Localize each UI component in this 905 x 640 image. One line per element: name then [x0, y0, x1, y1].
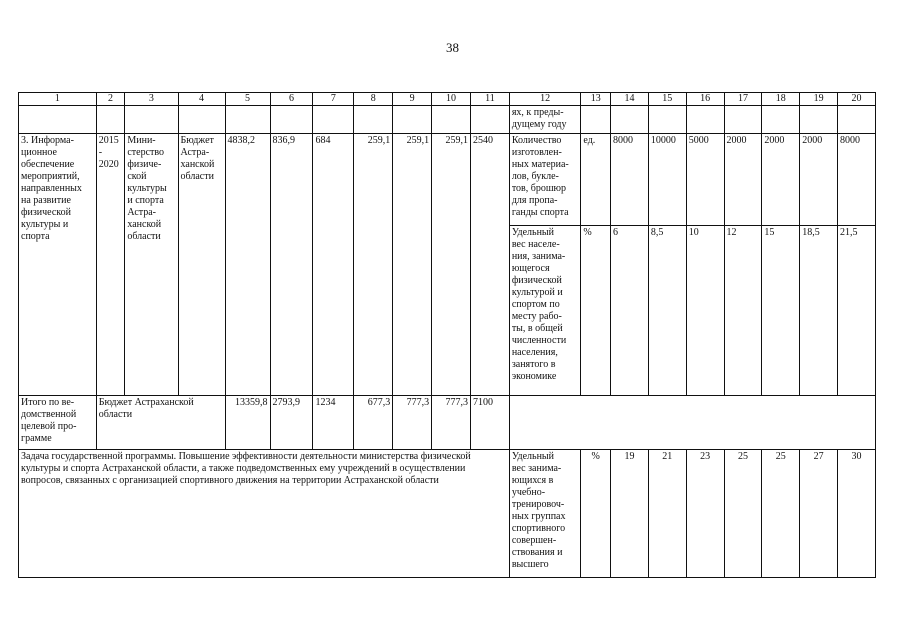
- amount-2020: 2540: [470, 134, 509, 396]
- col-header-8: 8: [354, 93, 393, 106]
- indicator-value: 2000: [724, 134, 762, 226]
- indicator-value: 12: [724, 226, 762, 396]
- indicator-value: 8,5: [648, 226, 686, 396]
- amount-2015: 836,9: [270, 134, 313, 396]
- task-indicator-value: 23: [686, 450, 724, 578]
- col-header-18: 18: [762, 93, 800, 106]
- indicator-value: 2000: [762, 134, 800, 226]
- indicator-value: 10: [686, 226, 724, 396]
- indicator-unit: ед.: [581, 134, 611, 226]
- indicator-value: 15: [762, 226, 800, 396]
- indicator-name: Количество изготовлен- ных материа- лов, букле- тов, брошюр для пропа- ганды спорта: [509, 134, 581, 226]
- col-header-7: 7: [313, 93, 354, 106]
- indicator-value: 10000: [648, 134, 686, 226]
- indicator-value: 5000: [686, 134, 724, 226]
- task-indicator-value: 27: [800, 450, 838, 578]
- col-header-1: 1: [19, 93, 97, 106]
- col-header-17: 17: [724, 93, 762, 106]
- total-amount: 7100: [470, 396, 509, 450]
- measure-executor: Мини- стерство физиче- ской культуры и спорта Астра- ханской области: [125, 134, 178, 396]
- indicator-value: 6: [611, 226, 649, 396]
- task-row: [19, 450, 876, 578]
- indicator-name: Удельный вес населе- ния, занима- ющегося физической культурой и спортом по месту рабо- ты, в общей численности населения, занятого в экономике: [509, 226, 581, 396]
- col-header-9: 9: [393, 93, 432, 106]
- total-amount: 777,3: [393, 396, 432, 450]
- col-header-11: 11: [470, 93, 509, 106]
- task-indicator-value: 30: [838, 450, 876, 578]
- page-number: 38: [446, 40, 459, 55]
- indicator-value: 2000: [800, 134, 838, 226]
- indicator-value: 8000: [611, 134, 649, 226]
- col-header-12: 12: [509, 93, 581, 106]
- task-indicator-value: 25: [762, 450, 800, 578]
- task-indicator-name: Удельный вес занима- ющихся в учебно- тренировоч- ных группах спортивного совершен- ствования и высшего: [509, 450, 581, 578]
- indicator-value: 18,5: [800, 226, 838, 396]
- col-header-15: 15: [648, 93, 686, 106]
- indicator-value: 21,5: [838, 226, 876, 396]
- total-amount: 1234: [313, 396, 354, 450]
- col-header-16: 16: [686, 93, 724, 106]
- task-indicator-unit: %: [581, 450, 611, 578]
- task-text: Задача государственной программы. Повышение эффективности деятельности министерства физической культуры и спорта Астраханской области, а также подведомственных ему учреждений в осуществлении вопросов, связанных с организацией спортивного движения на территории Астраханской области: [19, 450, 510, 578]
- col-header-14: 14: [611, 93, 649, 106]
- total-source: Бюджет Астраханской области: [96, 396, 225, 450]
- measure-3-row: [19, 134, 876, 226]
- amount-2016: 684: [313, 134, 354, 396]
- col-header-3: 3: [125, 93, 178, 106]
- indicator-unit: %: [581, 226, 611, 396]
- column-number-row: [19, 93, 876, 106]
- program-table: [18, 92, 876, 578]
- total-label: Итого по ве- домственной целевой про- грамме: [19, 396, 97, 450]
- amount-2019: 259,1: [432, 134, 471, 396]
- indicator-value: 8000: [838, 134, 876, 226]
- col-header-20: 20: [838, 93, 876, 106]
- measure-years: 2015 - 2020: [96, 134, 125, 396]
- col-header-4: 4: [178, 93, 225, 106]
- col-header-13: 13: [581, 93, 611, 106]
- col-header-10: 10: [432, 93, 471, 106]
- total-amount: 13359,8: [225, 396, 270, 450]
- carry-over-text: ях, к преды- дущему году: [509, 106, 581, 134]
- carry-over-row: [19, 106, 876, 134]
- task-indicator-value: 21: [648, 450, 686, 578]
- task-indicator-value: 25: [724, 450, 762, 578]
- amount-2018: 259,1: [393, 134, 432, 396]
- total-row: [19, 396, 876, 450]
- total-amount: 777,3: [432, 396, 471, 450]
- col-header-19: 19: [800, 93, 838, 106]
- col-header-5: 5: [225, 93, 270, 106]
- task-indicator-value: 19: [611, 450, 649, 578]
- amount-2017: 259,1: [354, 134, 393, 396]
- col-header-2: 2: [96, 93, 125, 106]
- measure-source: Бюджет Астра- ханской области: [178, 134, 225, 396]
- total-amount: 2793,9: [270, 396, 313, 450]
- total-amount: 677,3: [354, 396, 393, 450]
- amount-total: 4838,2: [225, 134, 270, 396]
- measure-name: 3. Информа- ционное обеспечение мероприятий, направленных на развитие физической культуры и спорта: [19, 134, 97, 396]
- col-header-6: 6: [270, 93, 313, 106]
